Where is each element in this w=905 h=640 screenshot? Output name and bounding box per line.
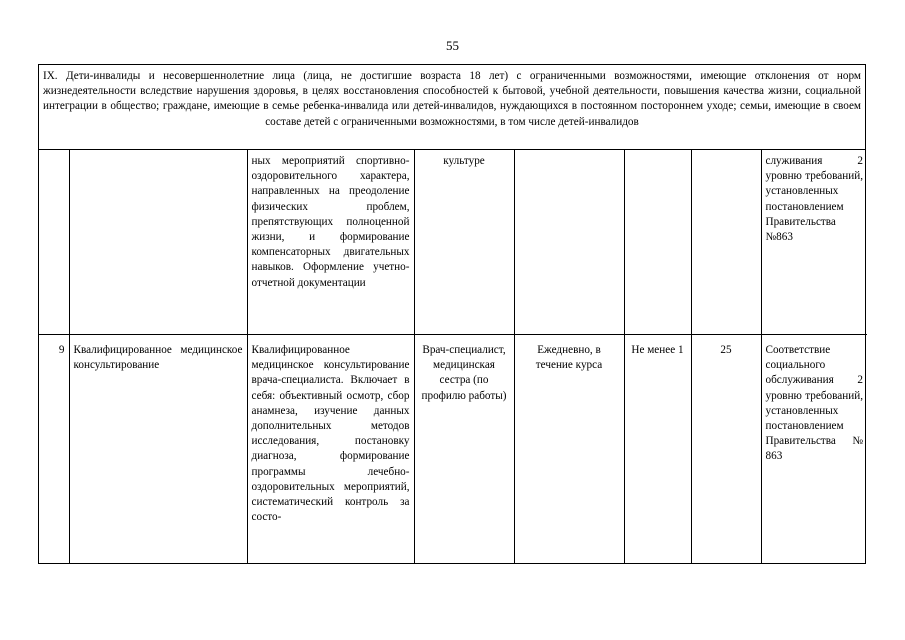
page-number: 55 xyxy=(446,38,459,53)
services-grid xyxy=(39,150,867,563)
row-number: 9 xyxy=(39,335,69,564)
service-count: 25 xyxy=(691,335,761,564)
service-count xyxy=(691,150,761,335)
service-executor: культуре xyxy=(414,150,514,335)
service-frequency: Ежедневно, в течение курса xyxy=(514,335,624,564)
table-row xyxy=(39,150,867,335)
section-header: IX. Дети-инвалиды и несовершеннолетние лица (лица, не достигшие возраста 18 лет) с ограниченными возможностями, имеющие отклонения от норм жизнедеятельности вследствие нарушения здоровья, в целях восстановления способностей к бытовой, учебной деятельности, повышения качества жизни, социальной интеграции в общество; граждане, имеющие в семье ребенка-инвалида или детей-инвалидов, нуждающихся в постоянном постороннем уходе; семьи, имеющие в своем составе детей с ограниченными возможностями, в том числе детей-инвалидов xyxy=(39,65,865,150)
service-name xyxy=(69,150,247,335)
service-volume xyxy=(624,150,691,335)
service-description: Квалифицированное медицинское консультирование врача-специалиста. Включает в себя: объективный осмотр, сбор анамнеза, изучение данных дополнительных методов исследования, постановку диагноза, формирование программы лечебно-оздоровительных мероприятий, систематический контроль за состо- xyxy=(247,335,414,564)
service-frequency xyxy=(514,150,624,335)
service-standard: служивания 2 уровню требований, установленных постановлением Правительства №863 xyxy=(761,150,867,335)
service-table xyxy=(38,64,866,564)
service-standard: Соответствие социального обслуживания 2 уровню требований, установленных постановлением Правительства № 863 xyxy=(765,344,863,463)
service-executor: Врач-специалист, медицинская сестра (по профилю работы) xyxy=(414,335,514,564)
service-volume: Не менее 1 xyxy=(624,335,691,564)
row-number xyxy=(39,150,69,335)
service-description: ных мероприятий спортивно-оздоровительного характера, направленных на преодоление физических проблем, препятствующих полноценной жизни, и формирование компенсаторных двигательных навыков. Оформление учетно-отчетной документации xyxy=(247,150,414,335)
service-name: Квалифицированное медицинское консультирование xyxy=(69,335,247,564)
table-row xyxy=(39,335,867,564)
